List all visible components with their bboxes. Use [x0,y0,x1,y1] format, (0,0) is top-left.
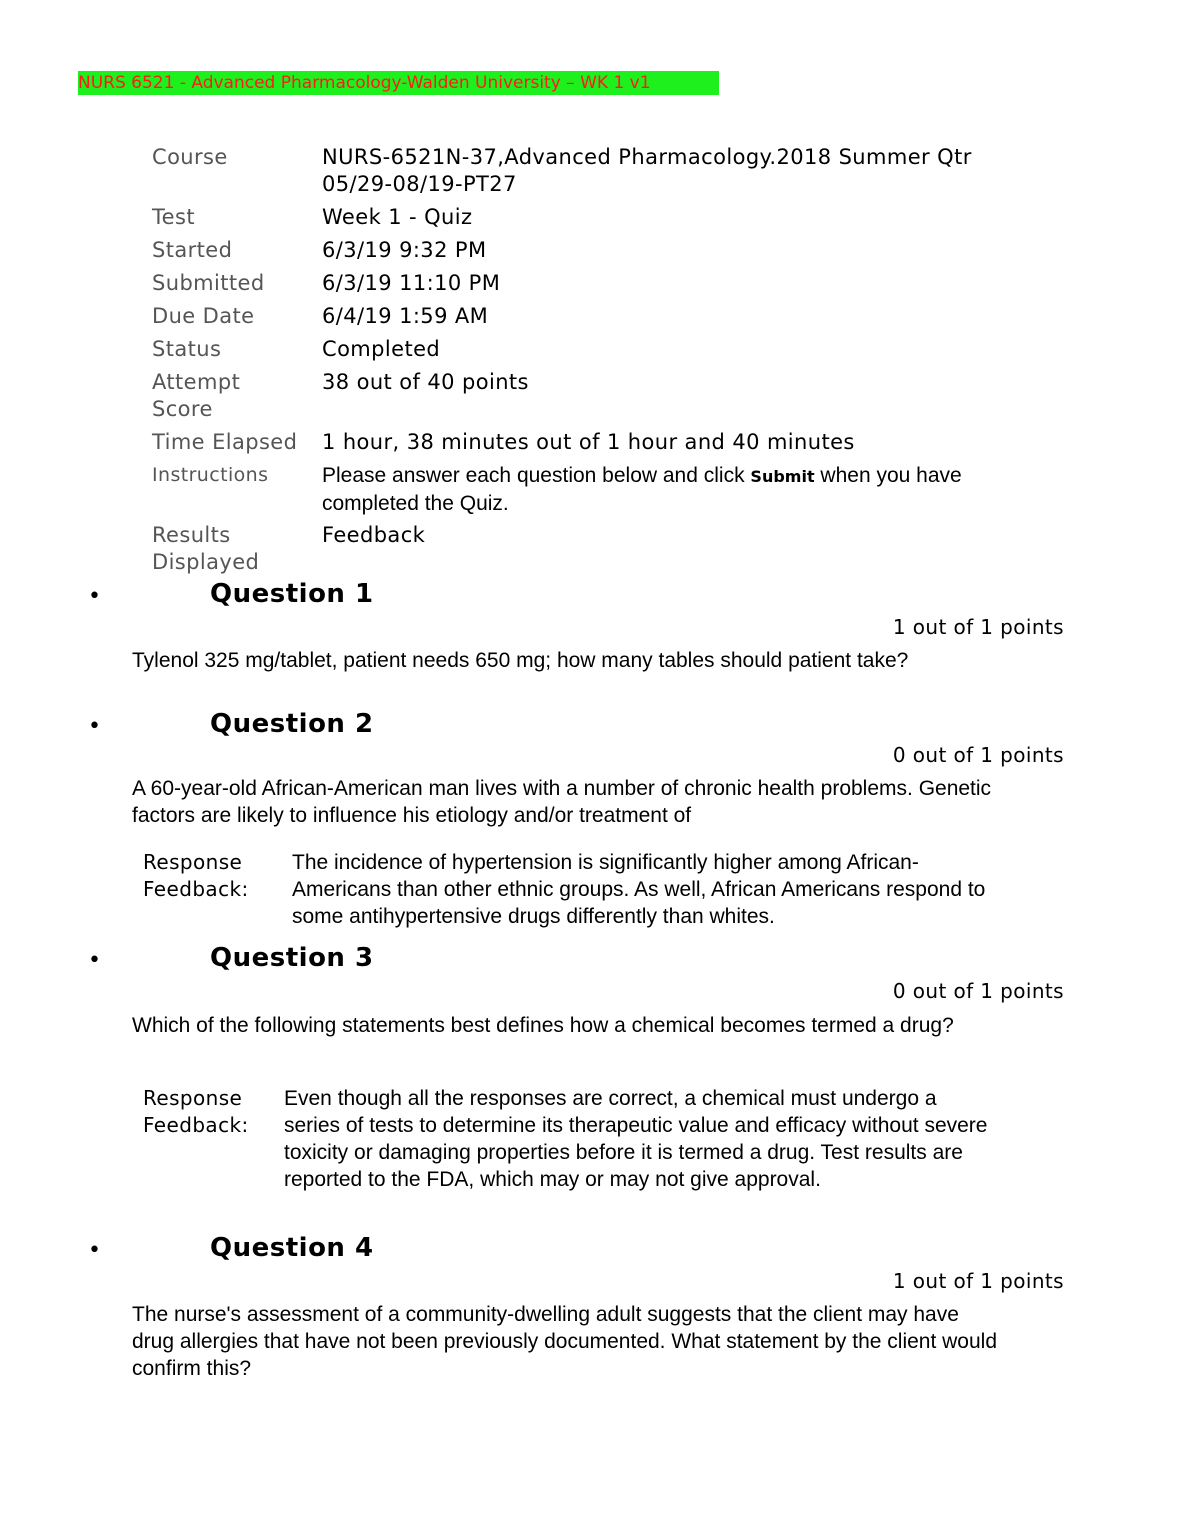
question-title: Question 2 [210,709,374,739]
response-feedback-label: Response Feedback: [143,850,249,901]
submitted-label: Submitted [152,271,265,295]
question-text: Tylenol 325 mg/tablet, patient needs 650 mg; how many tables should patient take? [132,649,909,672]
question-points: 1 out of 1 points [892,615,1064,639]
instructions-value [322,462,1062,517]
question-points: 1 out of 1 points [892,1269,1064,1293]
instructions-text-start: Please answer each question below and click [322,464,751,487]
status-label: Status [152,337,222,361]
submitted-value: 6/3/19 11:10 PM [322,271,501,295]
started-label: Started [152,238,233,262]
results-displayed-label: Results Displayed [152,523,260,574]
document-header-banner: NURS 6521 - Advanced Pharmacology-Walden University – WK 1 v1 [78,71,719,95]
time-elapsed-label: Time Elapsed [152,430,298,454]
question-title: Question 3 [210,943,374,973]
response-feedback-label: Response Feedback: [143,1086,249,1137]
question-title: Question 1 [210,579,374,609]
due-date-label: Due Date [152,304,255,328]
status-value: Completed [322,337,441,361]
bullet-icon: • [88,948,101,973]
question-title: Question 4 [210,1233,374,1263]
results-displayed-value: Feedback [322,523,426,547]
bullet-icon: • [88,1238,101,1263]
course-value: NURS-6521N-37,Advanced Pharmacology.2018 Summer Qtr 05/29-08/19-PT27 [322,145,972,196]
due-date-value: 6/4/19 1:59 AM [322,304,489,328]
question-text: A 60-year-old African-American man lives with a number of chronic health problems. Genetic factors are likely to influence his etiology and/or treatment of [132,777,992,827]
time-elapsed-value: 1 hour, 38 minutes out of 1 hour and 40 minutes [322,430,855,454]
bullet-icon: • [88,714,101,739]
instructions-text-end: when you have completed the Quiz. [322,464,962,515]
test-label: Test [152,205,195,229]
attempt-score-label: Attempt Score [152,370,241,421]
course-label: Course [152,145,228,169]
submit-keyword: Submit [750,467,815,486]
question-text: The nurse's assessment of a community-dwelling adult suggests that the client may have drug allergies that have not been previously documented. What statement by the client would confirm this? [132,1303,998,1380]
question-text: Which of the following statements best defines how a chemical becomes termed a drug? [132,1014,954,1037]
test-value: Week 1 - Quiz [322,205,473,229]
response-feedback-text: The incidence of hypertension is significantly higher among African-Americans than other ethnic groups. As well, African Americans respond to some antihypertensive drugs differently than whites. [292,851,986,928]
bullet-icon: • [88,584,101,609]
response-feedback-text: Even though all the responses are correct, a chemical must undergo a series of tests to determine its therapeutic value and efficacy without severe toxicity or damaging properties before it is termed a drug. Test results are reported to the FDA, which may or may not give approval. [284,1087,988,1191]
question-points: 0 out of 1 points [892,979,1064,1003]
question-points: 0 out of 1 points [892,743,1064,767]
attempt-score-value: 38 out of 40 points [322,370,529,394]
instructions-label: Instructions [152,464,269,486]
started-value: 6/3/19 9:32 PM [322,238,487,262]
